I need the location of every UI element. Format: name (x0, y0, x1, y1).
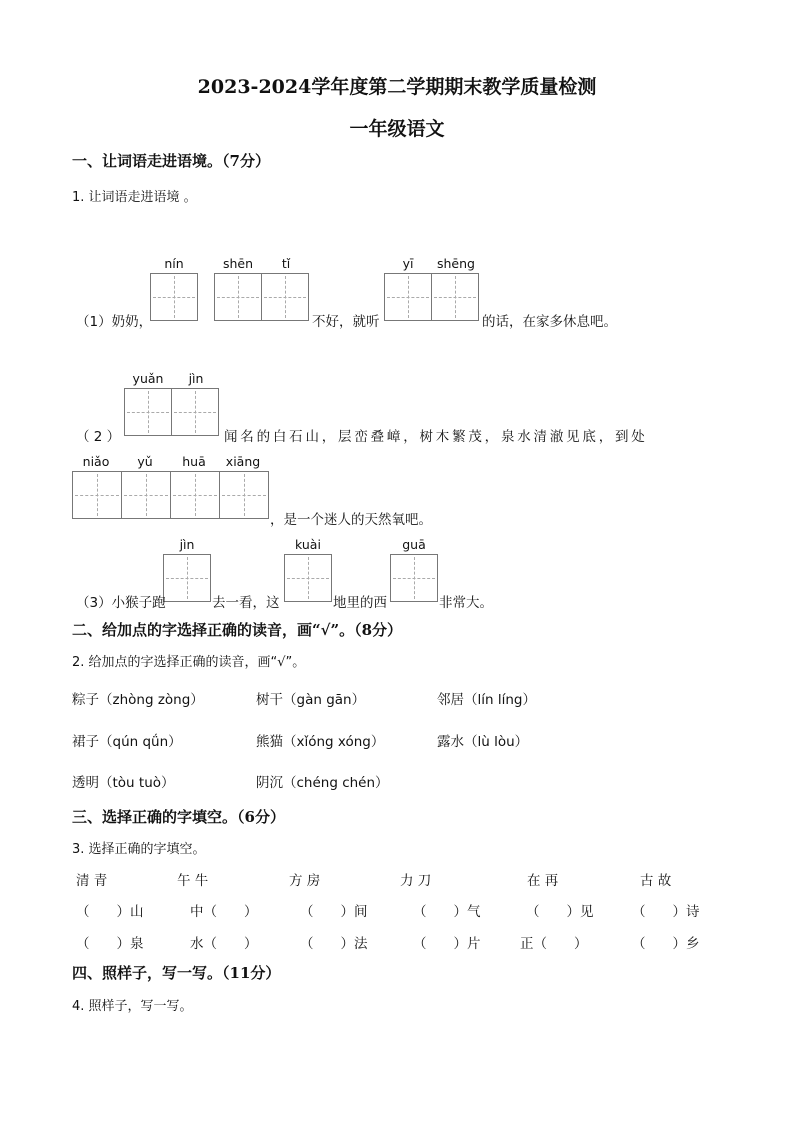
pinyin-yuan: yuǎn (132, 371, 164, 386)
fill-blank[interactable]: （ ）见 (526, 904, 594, 920)
section2-heading: 二、给加点的字选择正确的读音，画“√”。（8分） (72, 621, 403, 639)
answer-grid-yuanjin[interactable] (124, 388, 218, 436)
pinyin-kuai: kuài (295, 537, 321, 552)
pinyin-shen: shēn (222, 256, 254, 271)
item3-part3: 地里的西 (333, 595, 387, 611)
pronunciation-item[interactable]: 露水（lù lòu） (437, 734, 529, 750)
char-pair: 在 再 (527, 873, 559, 889)
char-pair: 午 牛 (177, 873, 209, 889)
pinyin-niao: niǎo (82, 454, 110, 469)
char-pair: 方 房 (289, 873, 321, 889)
answer-grid-nin[interactable] (150, 273, 197, 321)
fill-blank[interactable]: （ ）间 (300, 904, 368, 920)
item2-prefix: （ 2 ） (76, 429, 121, 445)
section3-question: 3. 选择正确的字填空。 (72, 842, 206, 857)
pinyin-hua: huā (182, 454, 206, 469)
item2-line2: ，是一个迷人的天然氧吧。 (270, 512, 432, 528)
item3-part4: 非常大。 (439, 595, 493, 611)
fill-blank[interactable]: （ ）诗 (632, 904, 700, 920)
fill-blank[interactable]: （ ）片 (413, 936, 481, 952)
answer-grid-jin[interactable] (163, 554, 210, 602)
pronunciation-item[interactable]: 熊猫（xǐóng xóng） (256, 734, 385, 750)
section3-heading: 三、选择正确的字填空。（6分） (72, 808, 285, 826)
pronunciation-item[interactable]: 裙子（qún qǘn） (72, 734, 182, 750)
fill-blank[interactable]: 正（ ） (520, 936, 588, 952)
pronunciation-item[interactable]: 透明（tòu tuò） (72, 775, 175, 791)
pinyin-jin-1: jìn (188, 371, 204, 386)
fill-blank[interactable]: 中（ ） (190, 904, 258, 920)
pinyin-yu: yǔ (137, 454, 153, 469)
pinyin-nin: nín (164, 256, 184, 271)
char-pair: 力 刀 (400, 873, 432, 889)
section1-heading: 一、让词语走进语境。（7分） (72, 152, 270, 170)
section4-question: 4. 照样子，写一写。 (72, 999, 193, 1014)
fill-blank[interactable]: （ ）泉 (76, 936, 144, 952)
page-subtitle: 一年级语文 (349, 118, 445, 140)
pinyin-jin-2: jìn (179, 537, 195, 552)
item2-line1: 闻 名 的 白 石 山 ， 层 峦 叠 嶂 ， 树 木 繁 茂 ， 泉 水 清 澈 见 底 ， 到 处 (224, 429, 645, 445)
char-pair: 清 青 (76, 873, 108, 889)
fill-blank[interactable]: （ ）气 (413, 904, 481, 920)
page-title: 2023-2024学年度第二学期期末教学质量检测 (197, 76, 597, 98)
item1-middle: 不好，就听 (312, 314, 380, 330)
pinyin-yi: yī (402, 256, 414, 271)
answer-grid-yisheng[interactable] (384, 273, 478, 321)
item3-prefix: （3）小猴子跑 (76, 595, 166, 611)
pronunciation-item[interactable]: 邻居（lín líng） (437, 692, 536, 708)
char-pair: 古 故 (640, 873, 672, 889)
section1-question: 1. 让词语走进语境 。 (72, 190, 197, 205)
item1-prefix: （1）奶奶， (76, 314, 153, 330)
pinyin-ti: tǐ (281, 256, 291, 271)
pinyin-xiang: xiāng (225, 454, 261, 469)
section4-heading: 四、照样子，写一写。（11分） (72, 964, 281, 982)
answer-grid-gua[interactable] (390, 554, 437, 602)
pinyin-sheng: shēng (437, 256, 475, 271)
fill-blank[interactable]: （ ）法 (300, 936, 368, 952)
fill-blank[interactable]: （ ）乡 (632, 936, 700, 952)
fill-blank[interactable]: （ ）山 (76, 904, 144, 920)
section2-question: 2. 给加点的字选择正确的读音，画“√”。 (72, 655, 306, 670)
pinyin-gua: guā (402, 537, 426, 552)
answer-grid-niaoyuhuaxiang[interactable] (72, 471, 268, 519)
pronunciation-item[interactable]: 粽子（zhòng zòng） (72, 692, 204, 708)
pronunciation-item[interactable]: 树干（gàn gān） (256, 692, 366, 708)
answer-grid-kuai[interactable] (284, 554, 331, 602)
item1-suffix: 的话，在家多休息吧。 (482, 314, 617, 330)
pronunciation-item[interactable]: 阴沉（chéng chén） (256, 775, 389, 791)
answer-grid-shenti[interactable] (214, 273, 308, 321)
item3-part2: 去一看，这 (212, 595, 280, 611)
fill-blank[interactable]: 水（ ） (190, 936, 258, 952)
